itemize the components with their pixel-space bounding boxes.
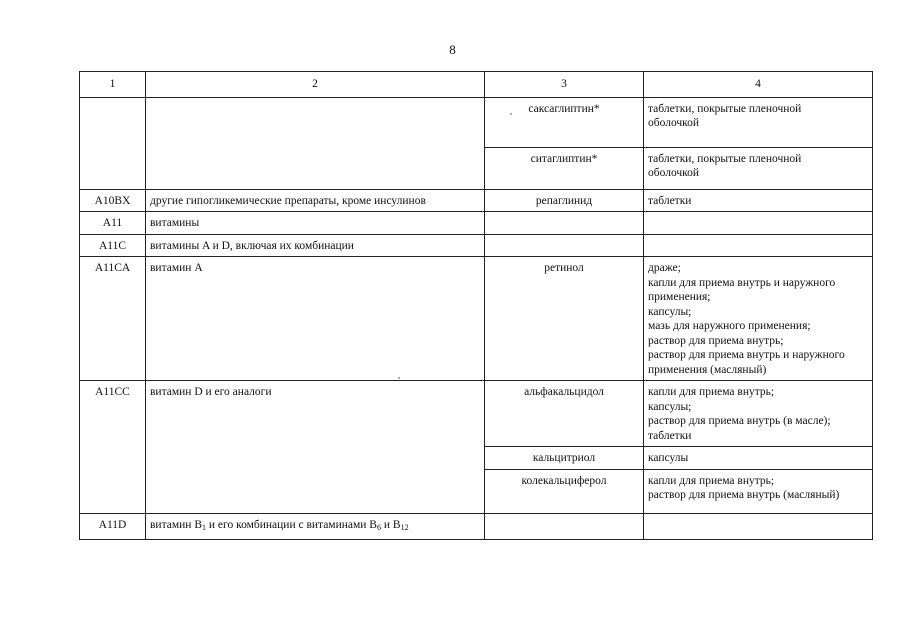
drug-name-cell: колекальциферол bbox=[485, 469, 644, 513]
dosage-form-line: раствор для приема внутрь и наружного bbox=[648, 349, 845, 361]
drug-name-cell: альфакальцидол bbox=[485, 381, 644, 447]
dosage-forms-cell bbox=[644, 257, 873, 381]
subscript: 12 bbox=[400, 522, 409, 532]
drug-name-cell: репаглинид bbox=[485, 189, 644, 212]
dosage-form-line: оболочкой bbox=[648, 167, 700, 179]
header-col-4: 4 bbox=[644, 72, 873, 98]
dosage-forms-cell bbox=[644, 381, 873, 447]
table-row bbox=[80, 234, 873, 257]
dosage-form-line: капсулы bbox=[648, 452, 689, 464]
header-col-1: 1 bbox=[80, 72, 146, 98]
drug-name-cell bbox=[485, 513, 644, 539]
code-cell: A11CC bbox=[80, 381, 146, 514]
dosage-form-line: таблетки bbox=[648, 429, 692, 442]
subscript: 6 bbox=[376, 522, 381, 532]
subscript: 1 bbox=[202, 522, 206, 532]
table-row bbox=[80, 257, 873, 381]
code-cell bbox=[80, 97, 146, 189]
dosage-form-line: капсулы; bbox=[648, 400, 692, 413]
drug-name-cell bbox=[485, 212, 644, 235]
dosage-form-line: раствор для приема внутрь (масляный) bbox=[648, 489, 840, 501]
dosage-form-line: таблетки, покрытые пленочной bbox=[648, 152, 802, 165]
code-cell: A11C bbox=[80, 234, 146, 257]
table-row bbox=[80, 97, 873, 147]
dosage-forms-cell bbox=[644, 212, 873, 235]
dosage-forms-cell bbox=[644, 189, 873, 212]
group-text-part: и его комбинации с витаминами B bbox=[206, 518, 377, 531]
drug-name-cell: ретинол bbox=[485, 257, 644, 381]
group-cell: витамин D и его аналоги bbox=[146, 381, 485, 514]
table-row bbox=[80, 513, 873, 539]
dosage-form-line: капли для приема внутрь; bbox=[648, 386, 775, 398]
dosage-form-line: раствор для приема внутрь (в масле); bbox=[648, 415, 831, 427]
group-cell: витамины A и D, включая их комбинации bbox=[146, 234, 485, 257]
dosage-forms-cell bbox=[644, 147, 873, 189]
dosage-forms-cell bbox=[644, 513, 873, 539]
scan-speck bbox=[398, 377, 400, 379]
table-row bbox=[80, 189, 873, 212]
code-cell: A11 bbox=[80, 212, 146, 235]
table-row bbox=[80, 381, 873, 447]
group-cell bbox=[146, 97, 485, 189]
table-header-row bbox=[80, 72, 873, 98]
group-text-part: витамин B bbox=[150, 518, 202, 531]
dosage-forms-cell bbox=[644, 234, 873, 257]
page-number: 8 bbox=[449, 42, 456, 57]
dosage-form-line: капли для приема внутрь; bbox=[648, 474, 775, 487]
header-col-3: 3 bbox=[485, 72, 644, 98]
drug-name-cell: кальцитриол bbox=[485, 447, 644, 470]
group-cell: другие гипогликемические препараты, кроме инсулинов bbox=[146, 189, 485, 212]
dosage-form-line: применения; bbox=[648, 291, 711, 303]
dosage-form-line: мазь для наружного применения; bbox=[648, 320, 811, 332]
dosage-form-line: таблетки, покрытые пленочной bbox=[648, 102, 802, 115]
group-text-part: и B bbox=[380, 518, 401, 531]
dosage-form-line: драже; bbox=[648, 262, 681, 274]
dosage-form-line: капсулы; bbox=[648, 305, 692, 318]
medicines-table bbox=[79, 71, 873, 540]
dosage-form-line: применения (масляный) bbox=[648, 363, 767, 376]
dosage-form-line: таблетки bbox=[648, 194, 692, 207]
dosage-form-line: раствор для приема внутрь; bbox=[648, 334, 784, 347]
code-cell: A11D bbox=[80, 513, 146, 539]
table-row bbox=[80, 212, 873, 235]
dosage-forms-cell bbox=[644, 97, 873, 147]
drug-name-cell: саксаглиптин* bbox=[485, 97, 644, 147]
group-cell: витамины bbox=[146, 212, 485, 235]
code-cell: A10BX bbox=[80, 189, 146, 212]
group-cell: витамин A bbox=[146, 257, 485, 381]
group-cell bbox=[146, 513, 485, 539]
scan-speck bbox=[510, 113, 512, 115]
drug-name-cell bbox=[485, 234, 644, 257]
dosage-form-line: оболочкой bbox=[648, 117, 700, 129]
drug-name-cell: ситаглиптин* bbox=[485, 147, 644, 189]
dosage-forms-cell bbox=[644, 447, 873, 470]
code-cell: A11CA bbox=[80, 257, 146, 381]
dosage-form-line: капли для приема внутрь и наружного bbox=[648, 276, 836, 289]
dosage-forms-cell bbox=[644, 469, 873, 513]
header-col-2: 2 bbox=[146, 72, 485, 98]
